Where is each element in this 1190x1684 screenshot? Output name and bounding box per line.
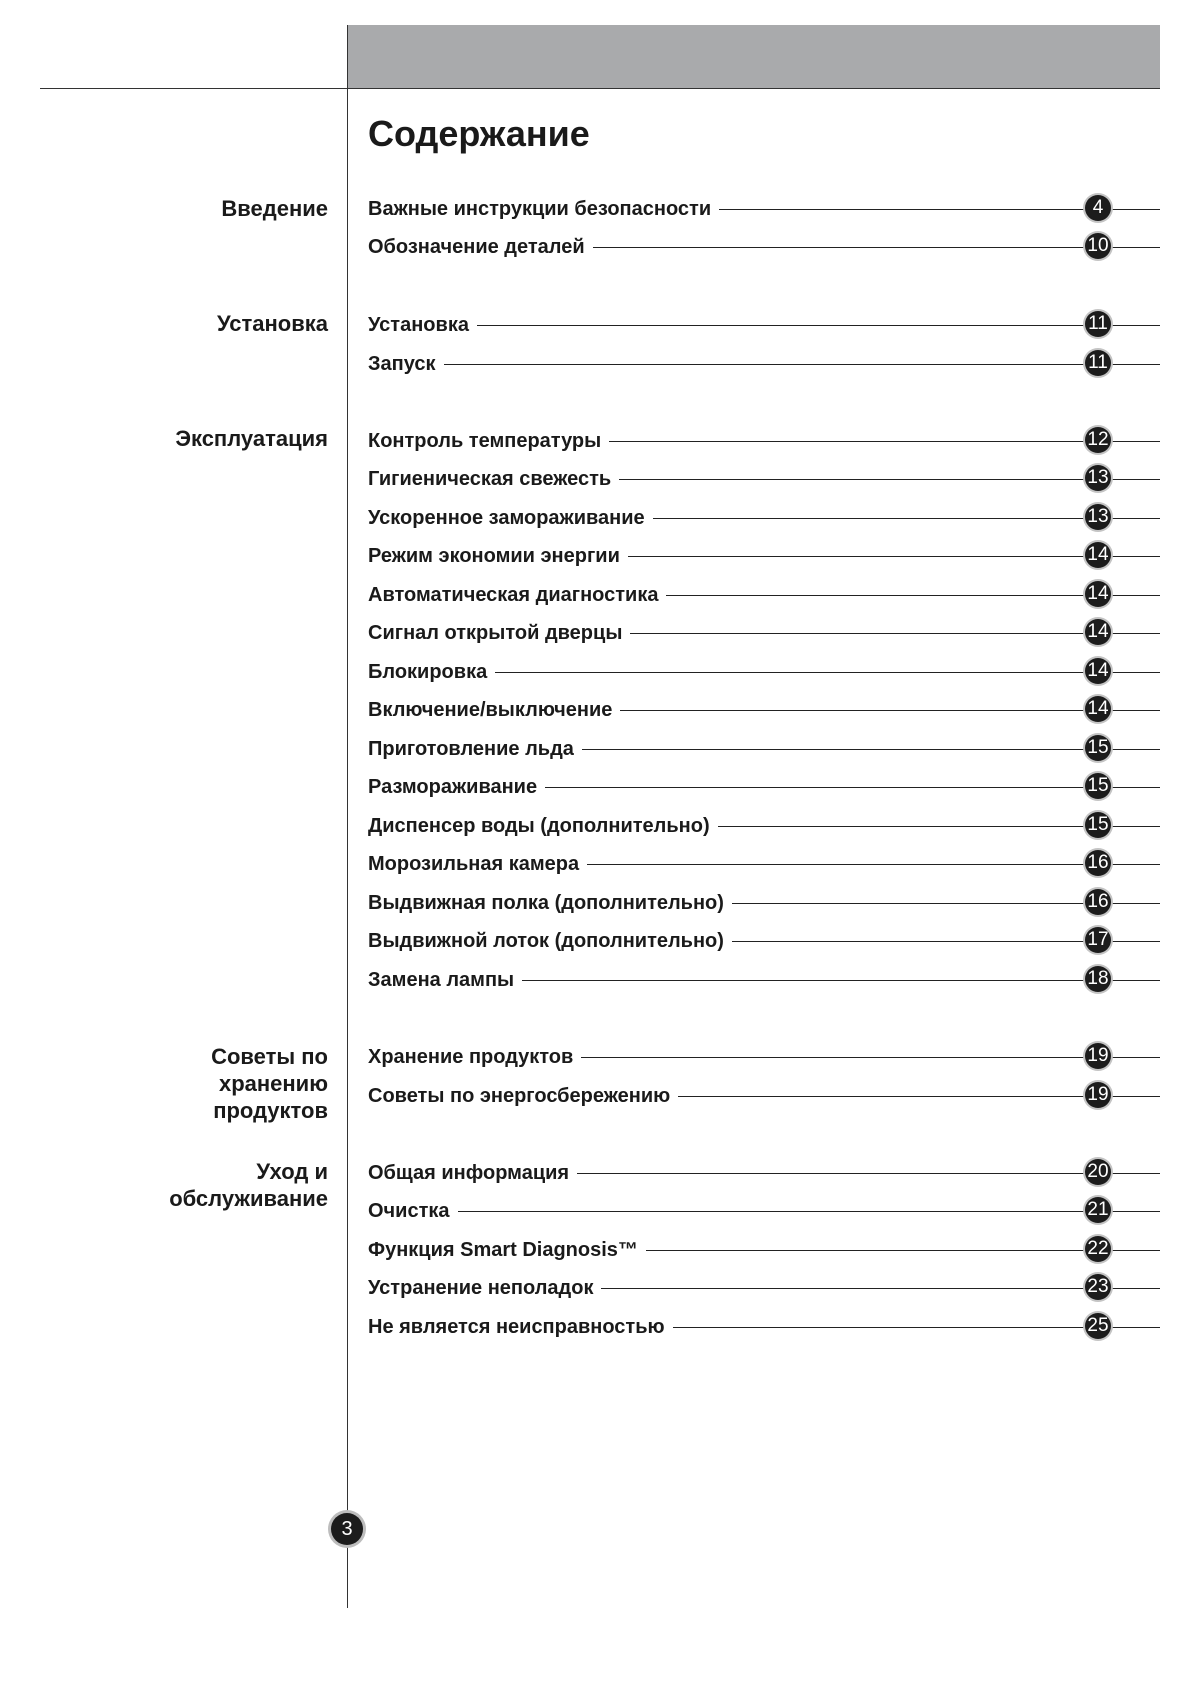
toc-entry-title: Очистка: [368, 1199, 458, 1223]
toc-entry-title: Включение/выключение: [368, 698, 620, 722]
toc-entry-title: Блокировка: [368, 660, 495, 684]
section-label-intro: Введение: [221, 196, 328, 221]
toc-entry-title: Режим экономии энергии: [368, 544, 628, 568]
toc-entry-title: Размораживание: [368, 775, 545, 799]
toc-entry[interactable]: [368, 1315, 1160, 1353]
toc-entry-title: Приготовление льда: [368, 737, 582, 761]
toc-entry-title: Хранение продуктов: [368, 1045, 581, 1069]
leader-line: [368, 325, 1160, 326]
toc-entry[interactable]: [368, 1276, 1160, 1314]
toc-entry-title: Ускоренное замораживание: [368, 506, 653, 530]
toc-entry-title: Советы по энергосбережению: [368, 1084, 678, 1108]
page-badge: 16: [1085, 850, 1111, 876]
toc-entry[interactable]: [368, 698, 1160, 736]
page-badge: 20: [1085, 1159, 1111, 1185]
toc-entry-title: Сигнал открытой дверцы: [368, 621, 630, 645]
toc-entry-title: Контроль температуры: [368, 429, 609, 453]
page-badge: 15: [1085, 773, 1111, 799]
toc-entry[interactable]: [368, 544, 1160, 582]
toc-entry-title: Общая информация: [368, 1161, 577, 1185]
toc-entry[interactable]: [368, 1238, 1160, 1276]
page-badge: 16: [1085, 889, 1111, 915]
toc-entry-title: Важные инструкции безопасности: [368, 197, 719, 221]
toc-entry[interactable]: [368, 737, 1160, 775]
page-badge: 19: [1085, 1043, 1111, 1069]
toc-entry-title: Запуск: [368, 352, 444, 376]
toc-entry-title: Устранение неполадок: [368, 1276, 601, 1300]
toc-entry[interactable]: [368, 467, 1160, 505]
page-badge: 22: [1085, 1236, 1111, 1262]
toc-entry[interactable]: [368, 1084, 1160, 1122]
page-number: 3: [331, 1513, 363, 1545]
toc-entry-title: Гигиеническая свежесть: [368, 467, 619, 491]
section-label-operation: Эксплуатация: [175, 426, 328, 451]
page-badge: 19: [1085, 1082, 1111, 1108]
toc-entry[interactable]: [368, 775, 1160, 813]
toc-entry[interactable]: [368, 1161, 1160, 1199]
page-badge: 14: [1085, 581, 1111, 607]
header-bar: [348, 25, 1160, 89]
section-label-care: Уход и обслуживание: [169, 1159, 328, 1211]
page-badge: 14: [1085, 619, 1111, 645]
toc-entry-title: Автоматическая диагностика: [368, 583, 666, 607]
leader-line: [368, 364, 1160, 365]
vertical-divider: [347, 25, 348, 1608]
toc-entry[interactable]: [368, 506, 1160, 544]
page-badge: 13: [1085, 504, 1111, 530]
toc-entry[interactable]: [368, 891, 1160, 929]
toc-entry[interactable]: [368, 1199, 1160, 1237]
toc-entry-title: Диспенсер воды (дополнительно): [368, 814, 718, 838]
page-badge: 23: [1085, 1274, 1111, 1300]
page-badge: 10: [1085, 233, 1111, 259]
toc-entry[interactable]: [368, 429, 1160, 467]
page-badge: 21: [1085, 1197, 1111, 1223]
toc-entry[interactable]: [368, 583, 1160, 621]
leader-line: [368, 1211, 1160, 1212]
page-badge: 12: [1085, 427, 1111, 453]
page-badge: 25: [1085, 1313, 1111, 1339]
toc-entry[interactable]: [368, 852, 1160, 890]
page-badge: 14: [1085, 542, 1111, 568]
toc-entry[interactable]: [368, 352, 1160, 390]
page-badge: 18: [1085, 966, 1111, 992]
toc-entry[interactable]: [368, 197, 1160, 235]
toc-entry-title: Выдвижной лоток (дополнительно): [368, 929, 732, 953]
header-rule: [40, 88, 1160, 89]
page-title: Содержание: [368, 113, 590, 154]
toc-entry[interactable]: [368, 929, 1160, 967]
toc-entry[interactable]: [368, 313, 1160, 351]
toc-entry[interactable]: [368, 968, 1160, 1006]
section-label-installation: Установка: [216, 311, 328, 336]
toc-entry[interactable]: [368, 814, 1160, 852]
toc-entry-title: Выдвижная полка (дополнительно): [368, 891, 732, 915]
toc-entry-title: Функция Smart Diagnosis™: [368, 1238, 646, 1262]
toc-entry-title: Не является неисправностью: [368, 1315, 673, 1339]
toc-entry-title: Замена лампы: [368, 968, 522, 992]
page-badge: 11: [1085, 350, 1111, 376]
page-badge: 15: [1085, 812, 1111, 838]
page-badge: 14: [1085, 658, 1111, 684]
toc-entry[interactable]: [368, 621, 1160, 659]
page-badge: 4: [1085, 195, 1111, 221]
page-badge: 17: [1085, 927, 1111, 953]
toc-entry[interactable]: [368, 235, 1160, 273]
page-badge: 13: [1085, 465, 1111, 491]
toc-entry[interactable]: [368, 1045, 1160, 1083]
section-label-storage-tips: Советы по хранению продуктов: [211, 1044, 328, 1123]
toc-entry-title: Обозначение деталей: [368, 235, 593, 259]
page-badge: 11: [1085, 311, 1111, 337]
toc-entry[interactable]: [368, 660, 1160, 698]
page-badge: 14: [1085, 696, 1111, 722]
toc-entry-title: Установка: [368, 313, 477, 337]
toc-entry-title: Морозильная камера: [368, 852, 587, 876]
page-badge: 15: [1085, 735, 1111, 761]
